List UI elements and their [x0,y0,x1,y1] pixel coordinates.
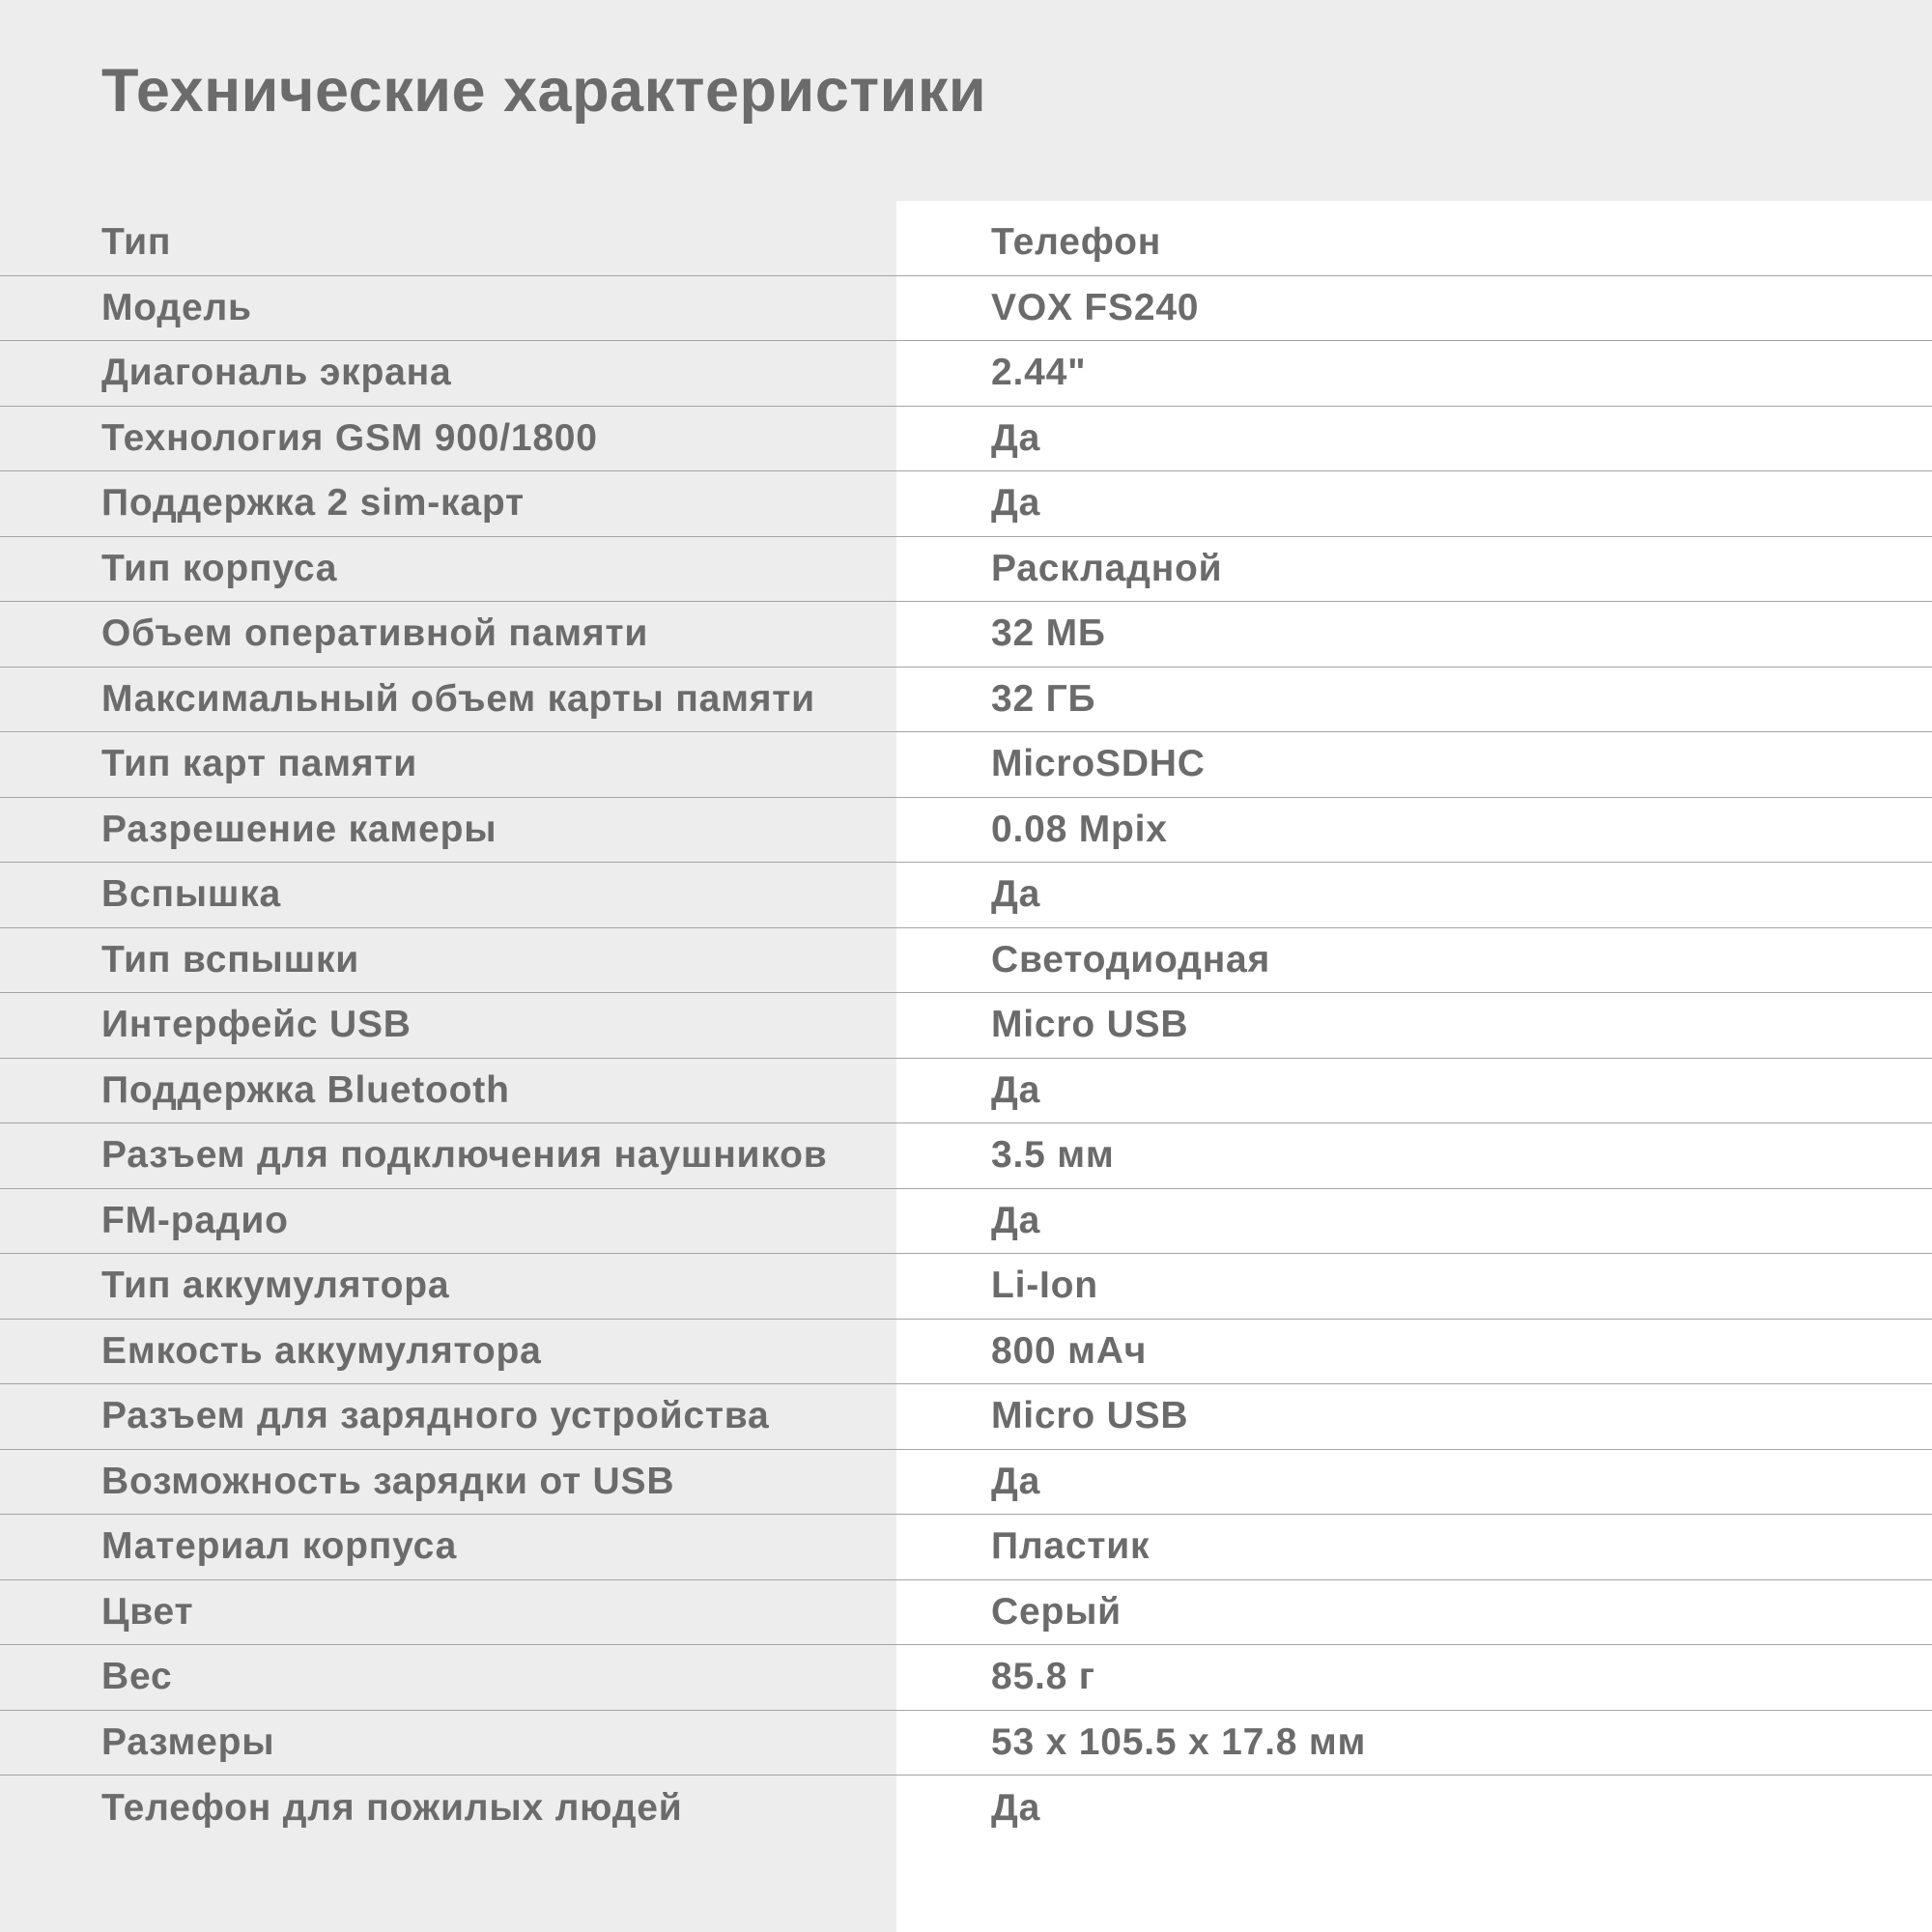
spec-row [0,602,1932,668]
spec-row [0,1580,1932,1646]
spec-label: Объем оперативной памяти [101,612,649,655]
spec-value: Да [991,1199,1041,1241]
spec-label: Возможность зарядки от USB [101,1460,675,1502]
spec-row [0,863,1932,928]
spec-row [0,1059,1932,1124]
spec-label: Поддержка 2 sim-карт [101,482,525,525]
spec-label: Емкость аккумулятора [101,1329,542,1372]
spec-value: Раскладной [991,547,1223,589]
spec-value: Серый [991,1590,1122,1633]
spec-label: Разъем для зарядного устройства [101,1395,770,1437]
spec-row [0,732,1932,798]
spec-label: Тип карт памяти [101,743,418,785]
spec-label: Модель [101,286,252,328]
spec-row [0,1254,1932,1320]
spec-row [0,471,1932,537]
spec-label: Интерфейс USB [101,1004,412,1046]
spec-row [0,537,1932,603]
spec-label: Тип аккумулятора [101,1264,450,1307]
spec-value: Телефон [991,221,1162,264]
spec-label: Вспышка [101,873,282,916]
spec-row [0,993,1932,1059]
spec-label: Разрешение камеры [101,808,497,850]
spec-value: MicroSDHC [991,743,1206,785]
spec-value: Светодиодная [991,938,1271,980]
spec-label: Размеры [101,1720,275,1763]
spec-row [0,211,1932,276]
spec-value: 85.8 г [991,1656,1095,1698]
spec-value: 32 ГБ [991,677,1096,720]
spec-value: Li-Ion [991,1264,1098,1307]
spec-row [0,1450,1932,1516]
spec-value: Micro USB [991,1395,1189,1437]
spec-label: Материал корпуса [101,1525,458,1568]
spec-value: Да [991,873,1041,916]
spec-row [0,1189,1932,1255]
spec-row [0,1123,1932,1189]
spec-value: 800 мАч [991,1329,1148,1372]
spec-row [0,407,1932,472]
spec-row [0,1515,1932,1580]
spec-label: Вес [101,1656,173,1698]
page-title: Технические характеристики [101,57,987,125]
spec-label: Цвет [101,1590,194,1633]
spec-value: Да [991,1460,1041,1502]
spec-value: 2.44" [991,352,1087,394]
spec-row [0,1384,1932,1450]
spec-table [0,211,1932,1841]
spec-value: Да [991,482,1041,525]
spec-value: VOX FS240 [991,286,1200,328]
spec-row [0,276,1932,342]
spec-value: 53 x 105.5 x 17.8 мм [991,1720,1367,1763]
spec-row [0,1320,1932,1385]
spec-row [0,1645,1932,1711]
spec-label: Тип вспышки [101,938,360,980]
spec-label: Тип корпуса [101,547,338,589]
spec-value: Пластик [991,1525,1151,1568]
spec-label: FM-радио [101,1199,289,1241]
spec-value: Да [991,1786,1041,1829]
spec-row [0,798,1932,864]
spec-value: Micro USB [991,1004,1189,1046]
spec-label: Максимальный объем карты памяти [101,677,815,720]
spec-row [0,928,1932,994]
spec-label: Тип [101,221,172,264]
spec-value: 32 МБ [991,612,1106,655]
spec-label: Технология GSM 900/1800 [101,416,598,459]
spec-row [0,1711,1932,1776]
spec-label: Разъем для подключения наушников [101,1134,828,1177]
spec-value: Да [991,1068,1041,1111]
spec-value: Да [991,416,1041,459]
header-band [0,0,1932,201]
spec-row [0,1776,1932,1841]
spec-row [0,668,1932,733]
spec-label: Телефон для пожилых людей [101,1786,683,1829]
spec-label: Поддержка Bluetooth [101,1068,510,1111]
spec-value: 0.08 Mpix [991,808,1168,850]
spec-value: 3.5 мм [991,1134,1115,1177]
spec-row [0,341,1932,407]
spec-label: Диагональ экрана [101,352,452,394]
